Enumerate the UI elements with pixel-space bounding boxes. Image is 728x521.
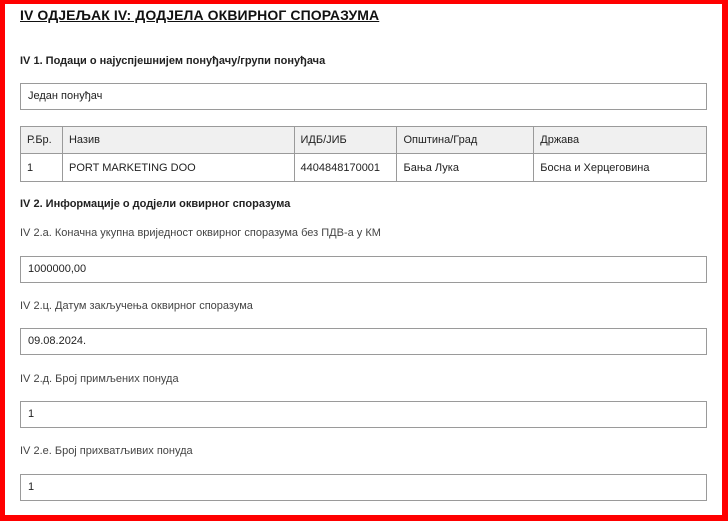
- acceptable-bids-label: IV 2.е. Број прихватљивих понуда: [20, 445, 193, 457]
- bidder-type-field: Један понуђач: [20, 83, 707, 110]
- total-value-field: 1000000,00: [20, 256, 707, 283]
- total-value-label: IV 2.а. Коначна укупна вриједност оквирног споразума без ПДВ-а у КМ: [20, 227, 381, 239]
- acceptable-bids-field: 1: [20, 474, 707, 501]
- conclusion-date-label: IV 2.ц. Датум закључења оквирног споразума: [20, 300, 253, 312]
- column-header-no: Р.Бр.: [21, 127, 63, 154]
- part2-heading: IV 2. Информације о додјели оквирног споразума: [20, 198, 291, 210]
- part1-heading: IV 1. Подаци о најуспјешнијем понуђачу/групи понуђача: [20, 55, 326, 67]
- bidders-table: [20, 126, 707, 182]
- cell-name: PORT MARKETING DOO: [62, 154, 294, 182]
- received-bids-label: IV 2.д. Број примљених понуда: [20, 373, 179, 385]
- cell-no: 1: [21, 154, 63, 182]
- column-header-name: Назив: [62, 127, 294, 154]
- section-title: IV ОДЈЕЉАК IV: ДОДЈЕЛА ОКВИРНОГ СПОРАЗУМА: [20, 7, 380, 23]
- received-bids-field: 1: [20, 401, 707, 428]
- column-header-id: ИДБ/ЈИБ: [294, 127, 397, 154]
- column-header-country: Држава: [534, 127, 707, 154]
- cell-country: Босна и Херцеговина: [534, 154, 707, 182]
- cell-id: 4404848170001: [294, 154, 397, 182]
- form-frame: [5, 4, 722, 515]
- column-header-municipality: Општина/Град: [397, 127, 534, 154]
- cell-municipality: Бања Лука: [397, 154, 534, 182]
- table-row: [21, 154, 707, 182]
- conclusion-date-field: 09.08.2024.: [20, 328, 707, 355]
- table-header-row: [21, 127, 707, 154]
